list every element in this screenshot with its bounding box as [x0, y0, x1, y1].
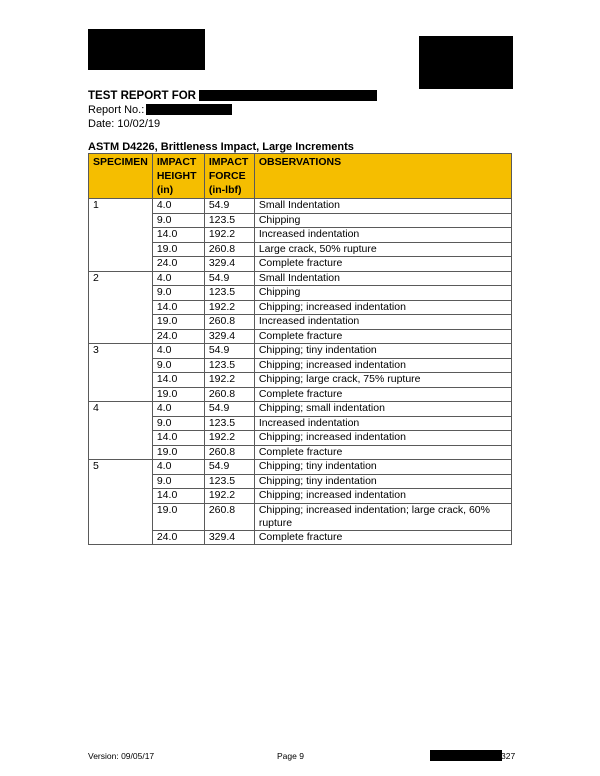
table-row: [89, 503, 512, 530]
impact-force-line2: FORCE: [208, 170, 246, 182]
observation-cell: Chipping; increased indentation: [254, 300, 511, 315]
impact-force-cell: 54.9: [204, 271, 254, 286]
observation-cell: Chipping; increased indentation: [254, 489, 511, 504]
impact-height-cell: 24.0: [152, 329, 204, 344]
impact-height-cell: 4.0: [152, 199, 204, 214]
impact-height-cell: 9.0: [152, 286, 204, 301]
table-body: [89, 199, 512, 545]
observation-cell: Chipping; large crack, 75% rupture: [254, 373, 511, 388]
observation-cell: Chipping; increased indentation: [254, 358, 511, 373]
impact-force-cell: 54.9: [204, 460, 254, 475]
col-header-impact-force: [204, 154, 254, 199]
table-row: [89, 387, 512, 402]
impact-height-cell: 19.0: [152, 387, 204, 402]
specimen-cell: 2: [89, 271, 153, 344]
table-row: [89, 402, 512, 417]
redacted-report-number: [146, 104, 232, 115]
report-title-text: TEST REPORT FOR: [88, 90, 196, 102]
impact-force-line1: IMPACT: [208, 156, 249, 168]
specimen-cell: 3: [89, 344, 153, 402]
table-row: [89, 271, 512, 286]
observation-cell: Chipping; tiny indentation: [254, 474, 511, 489]
table-title: ASTM D4226, Brittleness Impact, Large Increments: [88, 141, 354, 153]
table-row: [89, 416, 512, 431]
impact-height-unit: (in): [156, 184, 174, 196]
table-row: [89, 286, 512, 301]
specimen-cell: 5: [89, 460, 153, 545]
impact-force-cell: 192.2: [204, 300, 254, 315]
impact-height-cell: 14.0: [152, 373, 204, 388]
specimen-cell: 4: [89, 402, 153, 460]
impact-force-cell: 329.4: [204, 257, 254, 272]
observation-cell: Complete fracture: [254, 257, 511, 272]
table-row: [89, 460, 512, 475]
impact-force-cell: 260.8: [204, 315, 254, 330]
impact-force-cell: 123.5: [204, 286, 254, 301]
impact-force-cell: 123.5: [204, 416, 254, 431]
impact-height-cell: 14.0: [152, 228, 204, 243]
impact-height-cell: 19.0: [152, 445, 204, 460]
observation-cell: Increased indentation: [254, 416, 511, 431]
impact-force-cell: 260.8: [204, 242, 254, 257]
observation-cell: Chipping; tiny indentation: [254, 344, 511, 359]
table-row: [89, 228, 512, 243]
table-header-row: [89, 154, 512, 199]
observation-cell: Complete fracture: [254, 329, 511, 344]
table-row: [89, 213, 512, 228]
redacted-footer-doc-id: [430, 750, 502, 761]
impact-height-cell: 4.0: [152, 460, 204, 475]
impact-force-cell: 260.8: [204, 503, 254, 530]
impact-height-cell: 9.0: [152, 213, 204, 228]
specimen-cell: 1: [89, 199, 153, 272]
observation-cell: Chipping: [254, 213, 511, 228]
impact-force-cell: 329.4: [204, 530, 254, 545]
report-title: [88, 89, 377, 103]
col-header-specimen: SPECIMEN: [89, 154, 153, 199]
redacted-logo-left: [88, 29, 205, 70]
impact-height-cell: 14.0: [152, 489, 204, 504]
impact-force-cell: 123.5: [204, 358, 254, 373]
impact-height-cell: 4.0: [152, 402, 204, 417]
observation-cell: Small Indentation: [254, 199, 511, 214]
impact-height-cell: 4.0: [152, 271, 204, 286]
impact-height-cell: 14.0: [152, 431, 204, 446]
observation-cell: Small Indentation: [254, 271, 511, 286]
impact-force-cell: 260.8: [204, 387, 254, 402]
observation-cell: Increased indentation: [254, 315, 511, 330]
impact-force-cell: 260.8: [204, 445, 254, 460]
table-row: [89, 373, 512, 388]
impact-force-unit: (in-lbf): [208, 184, 242, 196]
impact-height-cell: 19.0: [152, 503, 204, 530]
observation-cell: Large crack, 50% rupture: [254, 242, 511, 257]
table-row: [89, 300, 512, 315]
observation-cell: Increased indentation: [254, 228, 511, 243]
table-row: [89, 431, 512, 446]
impact-force-cell: 192.2: [204, 431, 254, 446]
impact-height-cell: 4.0: [152, 344, 204, 359]
table-row: [89, 344, 512, 359]
report-number-label: Report No.:: [88, 104, 145, 116]
impact-height-cell: 9.0: [152, 416, 204, 431]
impact-height-cell: 9.0: [152, 474, 204, 489]
impact-force-cell: 329.4: [204, 329, 254, 344]
observation-cell: Complete fracture: [254, 445, 511, 460]
impact-force-cell: 123.5: [204, 474, 254, 489]
table-row: [89, 358, 512, 373]
impact-height-line1: IMPACT: [156, 156, 197, 168]
footer-version: Version: 09/05/17: [88, 751, 155, 761]
table-row: [89, 445, 512, 460]
impact-height-cell: 14.0: [152, 300, 204, 315]
impact-height-cell: 19.0: [152, 242, 204, 257]
col-header-impact-height: [152, 154, 204, 199]
impact-height-line2: HEIGHT: [156, 170, 197, 182]
table-row: [89, 242, 512, 257]
table-row: [89, 257, 512, 272]
table-row: [89, 315, 512, 330]
table-row: [89, 329, 512, 344]
redacted-logo-right: [419, 36, 513, 89]
impact-force-cell: 123.5: [204, 213, 254, 228]
table-row: [89, 489, 512, 504]
impact-height-cell: 19.0: [152, 315, 204, 330]
footer-doc-suffix: 327: [501, 751, 516, 761]
impact-height-cell: 9.0: [152, 358, 204, 373]
observation-cell: Chipping; increased indentation: [254, 431, 511, 446]
impact-force-cell: 192.2: [204, 228, 254, 243]
impact-force-cell: 54.9: [204, 344, 254, 359]
impact-height-cell: 24.0: [152, 257, 204, 272]
col-header-observations: OBSERVATIONS: [254, 154, 511, 199]
table-row: [89, 199, 512, 214]
observation-cell: Chipping; tiny indentation: [254, 460, 511, 475]
impact-height-cell: 24.0: [152, 530, 204, 545]
impact-force-cell: 192.2: [204, 489, 254, 504]
observation-cell: Complete fracture: [254, 530, 511, 545]
observation-cell: Chipping; increased indentation; large crack, 60% rupture: [254, 503, 511, 530]
observation-cell: Complete fracture: [254, 387, 511, 402]
impact-results-table: [88, 153, 512, 545]
report-header: [88, 89, 377, 131]
impact-force-cell: 192.2: [204, 373, 254, 388]
table-row: [89, 474, 512, 489]
report-date: Date: 10/02/19: [88, 118, 161, 130]
observation-cell: Chipping: [254, 286, 511, 301]
redacted-client-name: [199, 90, 377, 101]
impact-force-cell: 54.9: [204, 402, 254, 417]
table-row: [89, 530, 512, 545]
impact-force-cell: 54.9: [204, 199, 254, 214]
report-number: [88, 103, 377, 117]
footer-page-number: Page 9: [277, 751, 304, 761]
observation-cell: Chipping; small indentation: [254, 402, 511, 417]
